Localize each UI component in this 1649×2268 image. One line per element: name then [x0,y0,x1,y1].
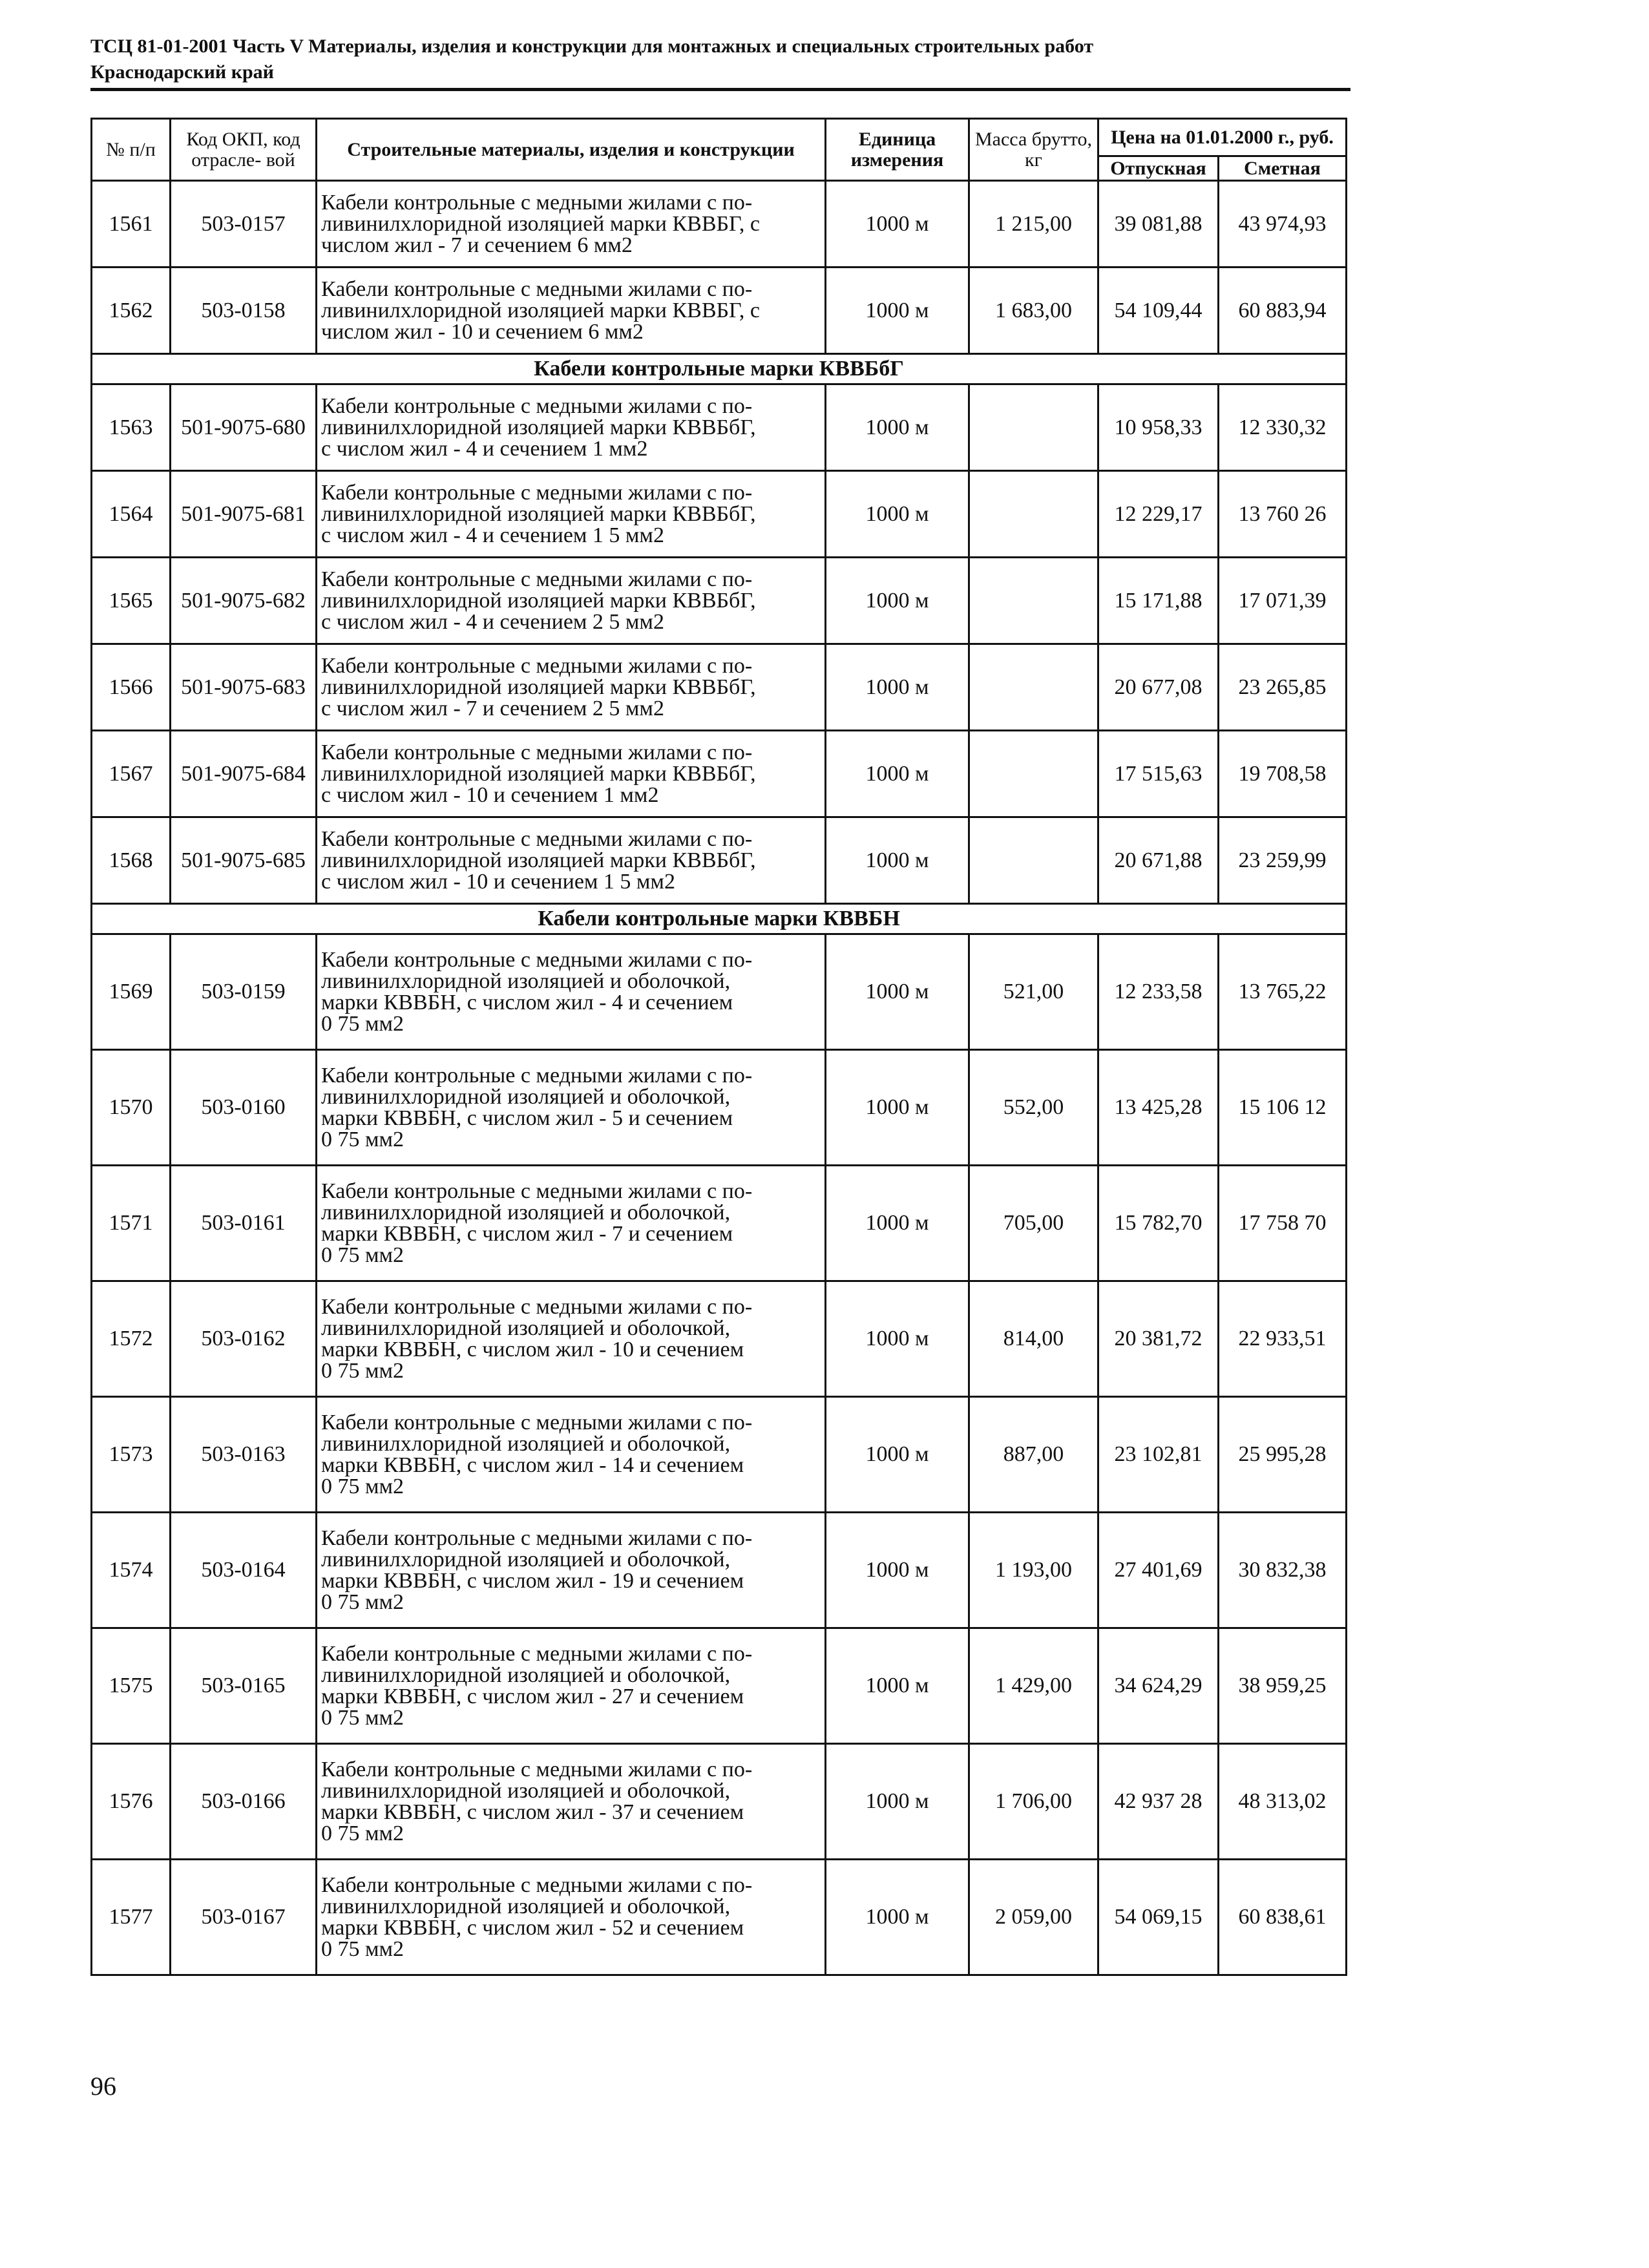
table-row [92,471,1347,558]
table-row [92,1744,1347,1860]
row-description [317,471,826,558]
description-line: 0 75 мм2 [321,1243,404,1267]
row-estimate-price: 13 760 26 [1219,471,1347,558]
table-row [92,558,1347,644]
table-row [92,817,1347,904]
row-description [317,181,826,268]
row-mass [969,384,1098,471]
table-row [92,1513,1347,1628]
row-code: 503-0161 [171,1166,317,1281]
row-release-price: 42 937 28 [1098,1744,1219,1860]
row-unit: 1000 м [826,644,969,731]
row-release-price: 10 958,33 [1098,384,1219,471]
description-line: 0 75 мм2 [321,1359,404,1383]
row-description [317,1281,826,1397]
table-row [92,181,1347,268]
col-mass-header: Масса брутто, кг [969,119,1098,181]
table-row [92,1860,1347,1975]
row-num: 1567 [92,731,171,817]
row-num: 1566 [92,644,171,731]
row-code: 501-9075-684 [171,731,317,817]
description-line: числом жил - 10 и сечением 6 мм2 [321,320,644,344]
description-line: Кабели контрольные с медными жилами с по- [321,1295,753,1319]
description-line: Кабели контрольные с медными жилами с по- [321,948,753,972]
row-description [317,731,826,817]
table-row [92,1628,1347,1744]
row-unit: 1000 м [826,817,969,904]
row-code: 503-0167 [171,1860,317,1975]
col-unit-header: Единица измерения [826,119,969,181]
table-section-kvvbn [92,904,1347,934]
table-group-kvvbn [92,934,1347,1975]
row-mass [969,471,1098,558]
row-estimate-price: 30 832,38 [1219,1513,1347,1628]
description-line: марки КВВБН, с числом жил - 52 и сечением [321,1916,744,1940]
row-description [317,558,826,644]
description-line: 0 75 мм2 [321,1822,404,1845]
row-num: 1574 [92,1513,171,1628]
description-line: ливинилхлоридной изоляцией и оболочкой, [321,1085,731,1109]
row-unit: 1000 м [826,1166,969,1281]
row-mass [969,731,1098,817]
description-line: с числом жил - 4 и сечением 2 5 мм2 [321,610,664,634]
description-line: Кабели контрольные с медными жилами с по- [321,277,753,301]
row-estimate-price: 12 330,32 [1219,384,1347,471]
description-line: 0 75 мм2 [321,1012,404,1036]
description-line: ливинилхлоридной изоляцией марки КВВБбГ, [321,589,756,613]
row-mass: 1 193,00 [969,1513,1098,1628]
description-line: Кабели контрольные с медными жилами с по- [321,1411,753,1434]
description-line: Кабели контрольные с медными жилами с по- [321,1179,753,1203]
table-section-kvvbbg [92,354,1347,384]
row-release-price: 17 515,63 [1098,731,1219,817]
page-header [90,34,1350,85]
description-line: марки КВВБН, с числом жил - 5 и сечением [321,1106,733,1130]
description-line: ливинилхлоридной изоляцией марки КВВБГ, с [321,299,760,322]
header-rule [90,88,1350,91]
row-num: 1577 [92,1860,171,1975]
description-line: марки КВВБН, с числом жил - 4 и сечением [321,991,733,1014]
description-line: с числом жил - 4 и сечением 1 мм2 [321,437,648,461]
description-line: 0 75 мм2 [321,1937,404,1961]
row-description [317,934,826,1050]
description-line: Кабели контрольные с медными жилами с по- [321,394,753,418]
row-num: 1575 [92,1628,171,1744]
row-description [317,1860,826,1975]
description-line: ливинилхлоридной изоляцией и оболочкой, [321,1316,731,1340]
row-estimate-price: 19 708,58 [1219,731,1347,817]
table-row [92,1050,1347,1166]
row-num: 1573 [92,1397,171,1513]
row-estimate-price: 25 995,28 [1219,1397,1347,1513]
row-mass: 521,00 [969,934,1098,1050]
row-release-price: 15 171,88 [1098,558,1219,644]
description-line: Кабели контрольные с медными жилами с по- [321,1873,753,1897]
row-mass: 1 706,00 [969,1744,1098,1860]
table-row [92,934,1347,1050]
row-code: 503-0162 [171,1281,317,1397]
row-estimate-price: 43 974,93 [1219,181,1347,268]
row-code: 501-9075-682 [171,558,317,644]
table-row [92,731,1347,817]
row-num: 1569 [92,934,171,1050]
row-code: 503-0166 [171,1744,317,1860]
row-description [317,384,826,471]
row-mass [969,644,1098,731]
row-unit: 1000 м [826,731,969,817]
description-line: Кабели контрольные с медными жилами с по- [321,1758,753,1781]
row-unit: 1000 м [826,181,969,268]
row-code: 501-9075-683 [171,644,317,731]
row-unit: 1000 м [826,1860,969,1975]
row-release-price: 39 081,88 [1098,181,1219,268]
row-code: 503-0158 [171,268,317,354]
row-estimate-price: 17 758 70 [1219,1166,1347,1281]
description-line: марки КВВБН, с числом жил - 14 и сечением [321,1453,744,1477]
description-line: Кабели контрольные с медными жилами с по- [321,1526,753,1550]
description-line: числом жил - 7 и сечением 6 мм2 [321,233,633,257]
price-table [90,118,1347,1976]
row-num: 1568 [92,817,171,904]
description-line: Кабели контрольные с медными жилами с по- [321,1642,753,1666]
col-release-price-header: Отпускная [1098,156,1219,181]
row-release-price: 34 624,29 [1098,1628,1219,1744]
description-line: ливинилхлоридной изоляцией марки КВВБбГ, [321,762,756,786]
description-line: ливинилхлоридной изоляцией марки КВВБбГ, [321,415,756,439]
row-description [317,268,826,354]
description-line: марки КВВБН, с числом жил - 10 и сечением [321,1338,744,1361]
description-line: марки КВВБН, с числом жил - 19 и сечением [321,1569,744,1593]
row-estimate-price: 23 259,99 [1219,817,1347,904]
row-unit: 1000 м [826,1513,969,1628]
table-row [92,1397,1347,1513]
row-num: 1563 [92,384,171,471]
row-num: 1565 [92,558,171,644]
description-line: ливинилхлоридной изоляцией марки КВВБбГ, [321,848,756,872]
row-description [317,1628,826,1744]
description-line: ливинилхлоридной изоляцией и оболочкой, [321,1895,731,1918]
row-unit: 1000 м [826,471,969,558]
row-estimate-price: 17 071,39 [1219,558,1347,644]
row-code: 501-9075-685 [171,817,317,904]
row-unit: 1000 м [826,1744,969,1860]
description-line: Кабели контрольные с медными жилами с по- [321,481,753,505]
row-unit: 1000 м [826,1050,969,1166]
table-row [92,268,1347,354]
row-release-price: 23 102,81 [1098,1397,1219,1513]
row-release-price: 15 782,70 [1098,1166,1219,1281]
description-line: Кабели контрольные с медными жилами с по- [321,654,753,678]
description-line: с числом жил - 10 и сечением 1 мм2 [321,783,659,807]
col-estimate-price-header: Сметная [1219,156,1347,181]
description-line: марки КВВБН, с числом жил - 37 и сечением [321,1800,744,1824]
row-code: 503-0163 [171,1397,317,1513]
row-code: 503-0164 [171,1513,317,1628]
row-code: 503-0165 [171,1628,317,1744]
description-line: ливинилхлоридной изоляцией и оболочкой, [321,1663,731,1687]
row-description [317,1397,826,1513]
row-unit: 1000 м [826,1281,969,1397]
row-unit: 1000 м [826,268,969,354]
description-line: ливинилхлоридной изоляцией и оболочкой, [321,1432,731,1456]
row-estimate-price: 60 838,61 [1219,1860,1347,1975]
section-title-kvvbbg: Кабели контрольные марки КВВБбГ [92,354,1347,384]
col-name-header: Строительные материалы, изделия и конструкции [317,119,826,181]
row-code: 503-0160 [171,1050,317,1166]
row-code: 501-9075-680 [171,384,317,471]
description-line: 0 75 мм2 [321,1128,404,1151]
row-mass [969,817,1098,904]
page-number: 96 [90,2072,116,2101]
row-description [317,644,826,731]
row-unit: 1000 м [826,384,969,471]
row-num: 1571 [92,1166,171,1281]
row-estimate-price: 13 765,22 [1219,934,1347,1050]
description-line: ливинилхлоридной изоляцией и оболочкой, [321,969,731,993]
row-num: 1570 [92,1050,171,1166]
section-title-kvvbn: Кабели контрольные марки КВВБН [92,904,1347,934]
row-num: 1561 [92,181,171,268]
description-line: ливинилхлоридной изоляцией и оболочкой, [321,1548,731,1571]
row-mass: 552,00 [969,1050,1098,1166]
row-description [317,1744,826,1860]
table-row [92,644,1347,731]
row-mass: 1 429,00 [969,1628,1098,1744]
row-estimate-price: 22 933,51 [1219,1281,1347,1397]
row-estimate-price: 38 959,25 [1219,1628,1347,1744]
row-num: 1562 [92,268,171,354]
row-num: 1572 [92,1281,171,1397]
row-estimate-price: 48 313,02 [1219,1744,1347,1860]
header-title: ТСЦ 81-01-2001 Часть V Материалы, изделия и конструкции для монтажных и специальных строительных работ [90,36,1094,57]
table-group-kvvbg [92,181,1347,354]
description-line: Кабели контрольные с медными жилами с по- [321,740,753,764]
col-price-group-header: Цена на 01.01.2000 г., руб. [1098,119,1347,156]
description-line: 0 75 мм2 [321,1475,404,1498]
description-line: ливинилхлоридной изоляцией и оболочкой, [321,1779,731,1803]
row-estimate-price: 23 265,85 [1219,644,1347,731]
row-unit: 1000 м [826,934,969,1050]
description-line: с числом жил - 10 и сечением 1 5 мм2 [321,870,675,894]
row-release-price: 20 381,72 [1098,1281,1219,1397]
description-line: 0 75 мм2 [321,1706,404,1730]
row-description [317,1513,826,1628]
table-group-kvvbbg [92,384,1347,904]
row-mass: 1 215,00 [969,181,1098,268]
description-line: ливинилхлоридной изоляцией марки КВВБбГ, [321,502,756,526]
row-mass: 2 059,00 [969,1860,1098,1975]
row-release-price: 12 233,58 [1098,934,1219,1050]
table-row [92,1166,1347,1281]
row-release-price: 54 109,44 [1098,268,1219,354]
row-description [317,1050,826,1166]
row-code: 501-9075-681 [171,471,317,558]
row-description [317,817,826,904]
row-num: 1576 [92,1744,171,1860]
row-num: 1564 [92,471,171,558]
row-mass: 814,00 [969,1281,1098,1397]
row-code: 503-0159 [171,934,317,1050]
description-line: ливинилхлоридной изоляцией марки КВВБбГ, [321,675,756,699]
row-description [317,1166,826,1281]
description-line: с числом жил - 7 и сечением 2 5 мм2 [321,697,664,720]
row-mass [969,558,1098,644]
table-row [92,384,1347,471]
description-line: с числом жил - 4 и сечением 1 5 мм2 [321,523,664,547]
header-region: Краснодарский край [90,61,274,83]
description-line: ливинилхлоридной изоляцией марки КВВБГ, с [321,212,760,236]
description-line: Кабели контрольные с медными жилами с по- [321,191,753,215]
row-mass: 887,00 [969,1397,1098,1513]
row-mass: 705,00 [969,1166,1098,1281]
row-release-price: 20 677,08 [1098,644,1219,731]
col-code-header: Код ОКП, код отрасле- вой [171,119,317,181]
row-estimate-price: 60 883,94 [1219,268,1347,354]
row-release-price: 12 229,17 [1098,471,1219,558]
row-unit: 1000 м [826,558,969,644]
row-code: 503-0157 [171,181,317,268]
description-line: ливинилхлоридной изоляцией и оболочкой, [321,1201,731,1224]
row-unit: 1000 м [826,1397,969,1513]
row-release-price: 27 401,69 [1098,1513,1219,1628]
description-line: Кабели контрольные с медными жилами с по- [321,827,753,851]
description-line: марки КВВБН, с числом жил - 7 и сечением [321,1222,733,1246]
description-line: Кабели контрольные с медными жилами с по- [321,1064,753,1087]
row-unit: 1000 м [826,1628,969,1744]
description-line: 0 75 мм2 [321,1590,404,1614]
row-release-price: 13 425,28 [1098,1050,1219,1166]
col-num-header: № п/п [92,119,171,181]
table-row [92,1281,1347,1397]
row-mass: 1 683,00 [969,268,1098,354]
description-line: Кабели контрольные с медными жилами с по- [321,567,753,591]
row-release-price: 54 069,15 [1098,1860,1219,1975]
row-release-price: 20 671,88 [1098,817,1219,904]
description-line: марки КВВБН, с числом жил - 27 и сечением [321,1685,744,1708]
row-estimate-price: 15 106 12 [1219,1050,1347,1166]
